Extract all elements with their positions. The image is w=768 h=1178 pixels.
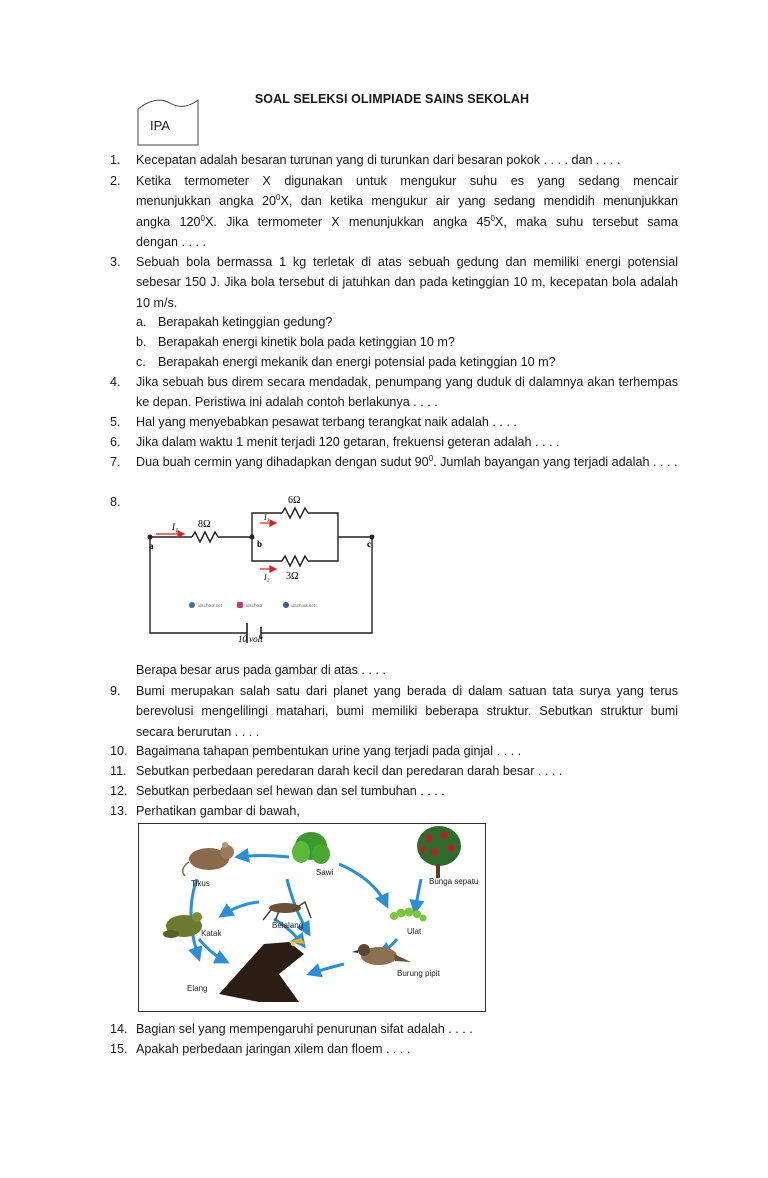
- circuit-diagram: [140, 493, 385, 645]
- label-r2: 6Ω: [288, 495, 301, 506]
- question-11: 11. Sebutkan perbedaan peredaran darah kecil dan peredaran darah besar . . . .: [110, 764, 563, 778]
- node-a-dot: [148, 535, 153, 540]
- arrow-i1: [178, 531, 184, 537]
- question-7: 7. Dua buah cermin yang dihadapkan dengan sudut $90^0$. Jumlah bayangan yang terjadi adalah . . . .: [110, 453, 678, 469]
- label-belalang: Belalang: [272, 921, 304, 930]
- question-9: 9. Bumi merupakan salah satu dari planet yang berada di dalam satuan tata surya yang terus berevolusi mengelilingi matahari, bumi memiliki beberapa struktur. Sebutkan struktur bumi secara berurutan . . . .: [110, 684, 678, 739]
- label-node-c: c: [367, 539, 371, 549]
- label-voltage: 10 volt: [238, 634, 263, 644]
- question-13: 13. Perhatikan gambar di bawah,: [110, 804, 300, 818]
- svg-text:idschool.net: idschool.net: [198, 603, 223, 608]
- label-r3: 3Ω: [286, 571, 299, 582]
- label-katak: Katak: [201, 929, 222, 938]
- label-ulat: Ulat: [407, 927, 422, 936]
- resistor-3ohm: [282, 556, 308, 566]
- question-3-sub-c: c. Berapakah energi mekanik dan energi potensial pada ketinggian 10 m?: [136, 355, 556, 369]
- question-8-text: Berapa besar arus pada gambar di atas . . . .: [136, 663, 386, 677]
- label-node-b: b: [257, 539, 263, 549]
- label-bunga-sepatu: Bunga sepatu: [429, 877, 479, 886]
- mustard-greens-icon: [292, 832, 330, 864]
- question-4: 4. Jika sebuah bus direm secara mendadak, penumpang yang duduk di dalamnya akan terhempas ke depan. Peristiwa ini adalah contoh berlakunya . . . .: [110, 375, 678, 410]
- label-node-a: a: [149, 541, 154, 551]
- food-web-diagram: [138, 823, 486, 1012]
- arrow-i2: [270, 566, 276, 572]
- label-elang: Elang: [187, 984, 208, 993]
- mouse-icon: [183, 842, 234, 876]
- label-r1: 8Ω: [198, 519, 211, 530]
- question-12: 12. Sebutkan perbedaan sel hewan dan sel tumbuhan . . . .: [110, 784, 445, 798]
- grasshopper-icon: [263, 902, 311, 921]
- svg-text:idschool.net: idschool.net: [291, 603, 316, 608]
- question-1: 1. Kecepatan adalah besaran turunan yang di turunkan dari besaran pokok . . . . dan . . . .: [110, 153, 621, 167]
- hibiscus-plant-icon: [417, 826, 461, 878]
- resistor-6ohm: [282, 508, 308, 518]
- page-title: SOAL SELEKSI OLIMPIADE SAINS SEKOLAH: [254, 92, 530, 106]
- subject-tab-label: IPA: [150, 118, 170, 133]
- label-i2: I₂: [264, 573, 270, 582]
- source-watermark: [189, 602, 316, 608]
- eagle-icon: [219, 938, 305, 1002]
- question-3-sub-b: b. Berapakah energi kinetik bola pada ketinggian 10 m?: [136, 335, 455, 349]
- label-tikus: Tikus: [191, 879, 210, 888]
- question-6: 6. Jika dalam waktu 1 menit terjadi 120 getaran, frekuensi geteran adalah . . . .: [110, 435, 560, 449]
- question-10: 10. Bagaimana tahapan pembentukan urine yang terjadi pada ginjal . . . .: [110, 744, 522, 758]
- label-i1: I₁: [172, 522, 179, 532]
- question-2: 2. Ketika termometer X digunakan untuk mengukur suhu es yang sedang mencair menunjukkan angka $20^0X$, dan ketika mengukur air yang sedang mendidih menunjukkan angka $120^0X$. Jika termometer X menunjukkan angka $45^0X$, maka suhu tersebut sama dengan . . . .: [110, 174, 679, 249]
- arrow-i3: [270, 520, 276, 526]
- label-i3: I₃: [264, 513, 270, 522]
- label-burung-pipit: Burung pipit: [397, 969, 440, 978]
- sparrow-icon: [352, 944, 411, 965]
- question-3-sub-a: a. Berapakah ketinggian gedung?: [136, 315, 333, 329]
- label-sawi: Sawi: [316, 868, 334, 877]
- frog-icon: [163, 912, 202, 938]
- caterpillar-icon: [390, 908, 427, 922]
- worksheet-page: SOAL SELEKSI OLIMPIADE SAINS SEKOLAH IPA 1. Kecepatan adalah besaran turunan yang di turunkan dari besaran pokok . . . . dan . . . . 2. Ketika termometer X digunakan untuk mengukur suhu es yang sedang mencair menunjukkan angka $20^0X$, dan ketika mengukur air yang sedang mendidih menunjukkan angka $120^0X$. Jika termometer X menunjukkan angka $45^0X$, maka suhu tersebut sama dengan . . . . 3. Sebuah bola bermassa 1 kg terletak di atas sebuah gedung dan memiliki energi potensial sebesar 150 J. Jika bola tersebut di jatuhkan dan pada ketinggian 10 m, kecepatan bola adalah 10 m/s. a. Berapakah ketinggian gedung? b. Berapakah energi kinetik bola pada ketinggian 10 m? c. Berapakah energi mekanik dan energi potensial pada ketinggian 10 m? 4. Jika sebuah bus direm secara mendadak, penumpang yang duduk di dalamnya akan terhempas ke depan. Peristiwa ini adalah contoh berlakunya . . . . 5. Hal yang menyebabkan pesawat terbang terangkat naik adalah . . . . 6. Jika dalam waktu 1 menit terjadi 120 getaran, frekuensi geteran adalah . . . . 7. Dua buah cermin yang dihadapkan dengan sudut $90^0$. Jumlah bayangan yang terjadi adalah . . . . 8. 8Ω 6Ω 3Ω I₁ I₃ I₂ a b c 10 volt idschool.net idschool idschool.net Berapa besar arus pada gambar di atas . . . . 9. Bumi merupakan salah satu dari planet yang berada di dalam satuan tata surya yang terus berevolusi mengelilingi matahari, bumi memiliki beberapa struktur. Sebutkan struktur bumi secara berurutan . . . . 10. Bagaimana tahapan pembentukan urine yang terjadi pada ginjal . . . . 11. Sebutkan perbedaan peredaran darah kecil dan peredaran darah besar . . . . 12. Sebutkan perbedaan sel hewan dan sel tumbuhan . . . . 13. Perhatikan gambar di bawah, Tikus Sawi Bunga sepatu Katak Belalang Ulat Elang Burung pipit 14. Bagian sel yang mempengaruhi penurunan sifat adalah . . . . 15. Apakah perbedaan jaringan xilem dan floem . . . .: [0, 0, 768, 1178]
- question-3: 3. Sebuah bola bermassa 1 kg terletak di atas sebuah gedung dan memiliki energi potensial sebesar 150 J. Jika bola tersebut di jatuhkan dan pada ketinggian 10 m, kecepatan bola adalah 10 m/s.: [110, 255, 678, 310]
- node-b-dot: [250, 535, 255, 540]
- question-14: 14. Bagian sel yang mempengaruhi penurunan sifat adalah . . . .: [110, 1022, 473, 1036]
- question-5: 5. Hal yang menyebabkan pesawat terbang terangkat naik adalah . . . .: [110, 415, 517, 429]
- svg-text:idschool: idschool: [246, 603, 263, 608]
- resistor-8ohm: [192, 532, 218, 542]
- question-15: 15. Apakah perbedaan jaringan xilem dan floem . . . .: [110, 1042, 411, 1056]
